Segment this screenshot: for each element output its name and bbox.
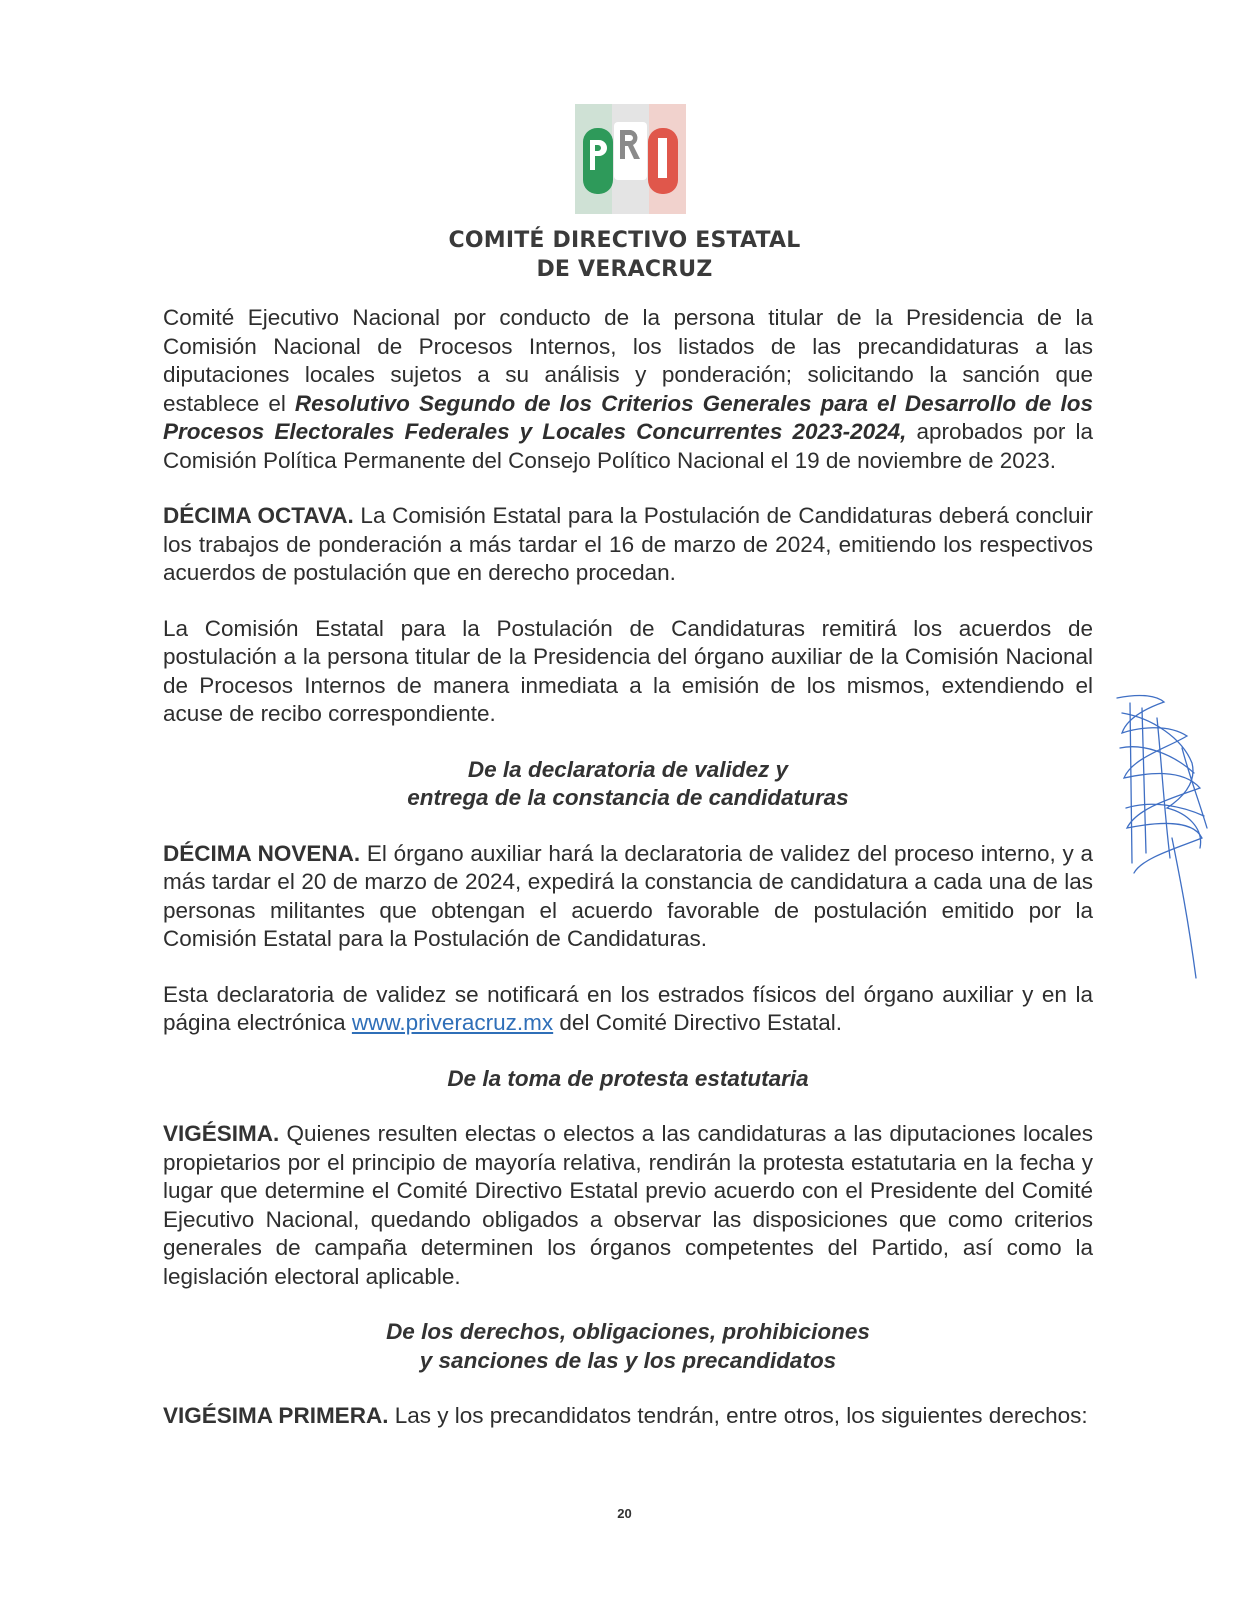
clause-decima-novena: [163, 840, 1093, 954]
page-number: 20: [617, 1506, 632, 1521]
clause-vigesima-primera: [163, 1402, 1093, 1431]
clause-text: El órgano auxiliar hará la declaratoria de validez del proceso interno, y a más tardar el 20 de marzo de 2024, expedirá la constancia de candidatura a cada una de las personas militantes que obtengan el acuerdo favorable de postulación emitido por la Comisión Estatal para la Postulación de Candidaturas.: [163, 840, 1093, 951]
website-link[interactable]: www.priveracruz.mx: [351, 1010, 554, 1035]
clause-text: La Comisión Estatal para la Postulación de Candidaturas deberá concluir los trabajos de ponderación a más tardar el 16 de marzo de 2024, emitiendo los respectivos acuerdos de postulación que en derecho procedan.: [163, 503, 1094, 585]
pri-logo: [575, 104, 686, 214]
heading-line-2: y sanciones de las y los precandidatos: [419, 1347, 837, 1373]
organization-line-1: COMITÉ DIRECTIVO ESTATAL: [448, 228, 801, 253]
organization-header: [0, 226, 1249, 284]
section-heading-declaratoria: [163, 756, 1093, 813]
section-heading-derechos: [163, 1318, 1093, 1375]
heading-line-2: entrega de la constancia de candidaturas: [407, 785, 849, 810]
clause-heading: VIGÉSIMA.: [163, 1121, 280, 1146]
handwritten-signature: [1112, 688, 1212, 988]
clause-text: Las y los precandidatos tendrán, entre otros, los siguientes derechos:: [388, 1403, 1088, 1428]
heading-line-1: De los derechos, obligaciones, prohibiciones: [386, 1319, 870, 1344]
paragraph-continuation: [163, 304, 1093, 475]
resolutivo-reference: Resolutivo Segundo de los Criterios Generales para el Desarrollo de los Procesos Electorales Federales y Locales Concurrentes 2023-2024,: [163, 390, 1093, 444]
clause-decima-octava: [163, 502, 1093, 588]
paragraph-remision: La Comisión Estatal para la Postulación de Candidaturas remitirá los acuerdos de postulación a la persona titular de la Presidencia del órgano auxiliar de la Comisión Nacional de Procesos Internos de manera inmediata a la emisión de los mismos, extendiendo el acuse de recibo correspondiente.: [163, 615, 1093, 726]
paragraph-text: Esta declaratoria de validez se notificará en los estrados físicos del órgano auxiliar y en la página electrónica: [163, 981, 1093, 1035]
paragraph-text: del Comité Directivo Estatal.: [553, 1010, 843, 1035]
clause-vigesima: [163, 1120, 1093, 1291]
paragraph-text: aprobados por la Comisión Política Permanente del Consejo Político Nacional el 19 de noviembre de 2023.: [163, 419, 1093, 473]
clause-heading: DÉCIMA OCTAVA.: [163, 503, 354, 528]
paragraph-notificacion: [163, 981, 1093, 1038]
document-body: [163, 304, 1093, 1458]
clause-heading: DÉCIMA NOVENA.: [163, 840, 361, 866]
organization-line-2: DE VERACRUZ: [536, 257, 713, 282]
section-heading-protesta: De la toma de protesta estatutaria: [447, 1065, 809, 1091]
clause-heading: VIGÉSIMA PRIMERA.: [163, 1403, 389, 1428]
paragraph-text: Comité Ejecutivo Nacional por conducto de la persona titular de la Presidencia de la Comisión Nacional de Procesos Internos, los listados de las precandidaturas a las diputaciones locales sujetos a su análisis y ponderación; solicitando la sanción que establece el: [163, 305, 1093, 416]
clause-text: Quienes resulten electas o electos a las candidaturas a las diputaciones locales propietarios por el principio de mayoría relativa, rendirán la protesta estatutaria en la fecha y lugar que determine el Comité Directivo Estatal previo acuerdo con el Presidente del Comité Ejecutivo Nacional, quedando obligados a observar las disposiciones que como criterios generales de campaña determinen los órganos competentes del Partido, así como la legislación electoral aplicable.: [163, 1121, 1093, 1289]
heading-line-1: De la declaratoria de validez y: [467, 756, 789, 782]
